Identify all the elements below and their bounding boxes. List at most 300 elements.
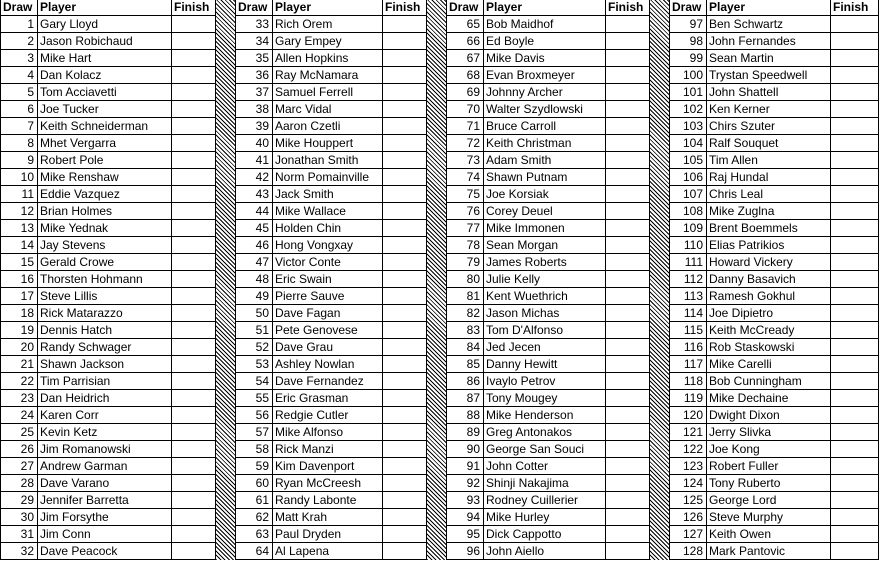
draw-number-cell: 86 [447, 373, 483, 390]
player-name-cell: Mike Hurley [484, 509, 605, 526]
finish-cell[interactable] [383, 356, 426, 373]
draw-column [446, 0, 483, 560]
finish-cell[interactable] [606, 475, 649, 492]
player-column [272, 0, 382, 560]
finish-cell[interactable] [606, 407, 649, 424]
finish-cell[interactable] [606, 16, 649, 33]
finish-cell[interactable] [831, 254, 878, 271]
finish-cell[interactable] [172, 33, 215, 50]
finish-cell[interactable] [831, 169, 878, 186]
draw-number-cell: 33 [236, 16, 272, 33]
player-name-cell: Jason Robichaud [38, 33, 171, 50]
finish-cell[interactable] [831, 509, 878, 526]
player-name-cell: Eric Swain [273, 271, 382, 288]
draw-number-cell: 113 [670, 288, 706, 305]
player-name-cell: Steve Lillis [38, 288, 171, 305]
draw-number-cell: 76 [447, 203, 483, 220]
finish-cell[interactable] [831, 135, 878, 152]
finish-cell[interactable] [831, 475, 878, 492]
draw-number-cell: 44 [236, 203, 272, 220]
draw-number-cell: 66 [447, 33, 483, 50]
finish-cell[interactable] [606, 441, 649, 458]
draw-number-cell: 41 [236, 152, 272, 169]
finish-cell[interactable] [383, 237, 426, 254]
draw-number-cell: 40 [236, 135, 272, 152]
draw-number-cell: 47 [236, 254, 272, 271]
finish-cell[interactable] [606, 373, 649, 390]
finish-cell[interactable] [383, 118, 426, 135]
finish-cell[interactable] [172, 220, 215, 237]
player-name-cell: Randy Schwager [38, 339, 171, 356]
finish-cell[interactable] [831, 339, 878, 356]
draw-number-cell: 23 [1, 390, 37, 407]
player-name-cell: Gerald Crowe [38, 254, 171, 271]
finish-cell[interactable] [831, 390, 878, 407]
finish-cell[interactable] [606, 492, 649, 509]
player-name-cell: Dennis Hatch [38, 322, 171, 339]
finish-cell[interactable] [172, 373, 215, 390]
finish-cell[interactable] [606, 339, 649, 356]
finish-cell[interactable] [383, 220, 426, 237]
draw-column [0, 0, 37, 560]
finish-cell[interactable] [606, 288, 649, 305]
finish-cell[interactable] [606, 152, 649, 169]
player-name-cell: Marc Vidal [273, 101, 382, 118]
draw-number-cell: 72 [447, 135, 483, 152]
finish-cell[interactable] [831, 492, 878, 509]
finish-cell[interactable] [606, 237, 649, 254]
player-name-cell: Mike Alfonso [273, 424, 382, 441]
player-name-cell: Chirs Szuter [707, 118, 830, 135]
finish-cell[interactable] [383, 458, 426, 475]
finish-cell[interactable] [172, 424, 215, 441]
player-name-cell: Kevin Ketz [38, 424, 171, 441]
finish-cell[interactable] [172, 322, 215, 339]
finish-cell[interactable] [606, 67, 649, 84]
finish-cell[interactable] [831, 305, 878, 322]
finish-cell[interactable] [606, 526, 649, 543]
player-name-cell: Rob Staskowski [707, 339, 830, 356]
finish-cell[interactable] [172, 526, 215, 543]
finish-cell[interactable] [172, 509, 215, 526]
draw-number-cell: 118 [670, 373, 706, 390]
player-column [483, 0, 605, 560]
draw-number-cell: 109 [670, 220, 706, 237]
player-name-cell: Hong Vongxay [273, 237, 382, 254]
player-name-cell: Mike Hart [38, 50, 171, 67]
finish-cell[interactable] [606, 50, 649, 67]
player-name-cell: Eric Grasman [273, 390, 382, 407]
draw-block-2 [235, 0, 426, 560]
draw-number-cell: 88 [447, 407, 483, 424]
finish-cell[interactable] [606, 543, 649, 560]
draw-header: Draw [670, 0, 706, 16]
player-name-cell: Dan Heidrich [38, 390, 171, 407]
player-name-cell: Pierre Sauve [273, 288, 382, 305]
finish-cell[interactable] [606, 305, 649, 322]
finish-column [605, 0, 649, 560]
draw-number-cell: 50 [236, 305, 272, 322]
draw-number-cell: 70 [447, 101, 483, 118]
finish-cell[interactable] [172, 135, 215, 152]
finish-cell[interactable] [172, 441, 215, 458]
finish-cell[interactable] [172, 169, 215, 186]
draw-number-cell: 59 [236, 458, 272, 475]
finish-cell[interactable] [831, 186, 878, 203]
finish-cell[interactable] [383, 509, 426, 526]
draw-number-cell: 57 [236, 424, 272, 441]
draw-number-cell: 34 [236, 33, 272, 50]
finish-cell[interactable] [606, 101, 649, 118]
draw-number-cell: 79 [447, 254, 483, 271]
player-name-cell: Ken Kerner [707, 101, 830, 118]
finish-cell[interactable] [172, 186, 215, 203]
draw-number-cell: 61 [236, 492, 272, 509]
finish-cell[interactable] [383, 475, 426, 492]
draw-number-cell: 17 [1, 288, 37, 305]
player-name-cell: Steve Murphy [707, 509, 830, 526]
finish-cell[interactable] [831, 441, 878, 458]
player-name-cell: Karen Corr [38, 407, 171, 424]
draw-number-cell: 64 [236, 543, 272, 560]
finish-cell[interactable] [831, 203, 878, 220]
finish-cell[interactable] [172, 271, 215, 288]
finish-cell[interactable] [172, 84, 215, 101]
finish-cell[interactable] [831, 288, 878, 305]
player-name-cell: Evan Broxmeyer [484, 67, 605, 84]
finish-cell[interactable] [172, 356, 215, 373]
player-name-cell: Mhet Vergarra [38, 135, 171, 152]
finish-cell[interactable] [606, 322, 649, 339]
finish-cell[interactable] [831, 50, 878, 67]
draw-number-cell: 3 [1, 50, 37, 67]
finish-cell[interactable] [606, 169, 649, 186]
finish-cell[interactable] [172, 118, 215, 135]
finish-cell[interactable] [383, 169, 426, 186]
finish-cell[interactable] [172, 203, 215, 220]
player-name-cell: Brian Holmes [38, 203, 171, 220]
draw-number-cell: 127 [670, 526, 706, 543]
finish-cell[interactable] [172, 152, 215, 169]
player-name-cell: Joe Dipietro [707, 305, 830, 322]
draw-number-cell: 60 [236, 475, 272, 492]
finish-cell[interactable] [831, 67, 878, 84]
player-name-cell: Aaron Czetli [273, 118, 382, 135]
draw-block-4 [669, 0, 879, 560]
draw-number-cell: 53 [236, 356, 272, 373]
draw-number-cell: 65 [447, 16, 483, 33]
player-name-cell: Mark Pantovic [707, 543, 830, 560]
finish-cell[interactable] [383, 67, 426, 84]
player-name-cell: John Cotter [484, 458, 605, 475]
finish-cell[interactable] [383, 407, 426, 424]
finish-cell[interactable] [831, 220, 878, 237]
finish-cell[interactable] [172, 458, 215, 475]
draw-number-cell: 91 [447, 458, 483, 475]
draw-number-cell: 77 [447, 220, 483, 237]
finish-cell[interactable] [606, 271, 649, 288]
player-name-cell: Howard Vickery [707, 254, 830, 271]
draw-number-cell: 117 [670, 356, 706, 373]
draw-number-cell: 21 [1, 356, 37, 373]
draw-number-cell: 46 [236, 237, 272, 254]
player-name-cell: Greg Antonakos [484, 424, 605, 441]
finish-cell[interactable] [383, 526, 426, 543]
draw-column [235, 0, 272, 560]
draw-number-cell: 116 [670, 339, 706, 356]
player-name-cell: Jim Conn [38, 526, 171, 543]
finish-cell[interactable] [831, 16, 878, 33]
player-header: Player [38, 0, 171, 16]
finish-cell[interactable] [172, 288, 215, 305]
player-name-cell: Mike Henderson [484, 407, 605, 424]
draw-number-cell: 58 [236, 441, 272, 458]
draw-number-cell: 39 [236, 118, 272, 135]
player-name-cell: Ramesh Gokhul [707, 288, 830, 305]
finish-cell[interactable] [383, 305, 426, 322]
finish-cell[interactable] [606, 186, 649, 203]
draw-number-cell: 16 [1, 271, 37, 288]
finish-cell[interactable] [383, 543, 426, 560]
draw-number-cell: 51 [236, 322, 272, 339]
player-column [706, 0, 830, 560]
player-name-cell: Kent Wuethrich [484, 288, 605, 305]
draw-number-cell: 95 [447, 526, 483, 543]
finish-cell[interactable] [383, 50, 426, 67]
finish-cell[interactable] [383, 152, 426, 169]
draw-number-cell: 101 [670, 84, 706, 101]
draw-number-cell: 35 [236, 50, 272, 67]
player-name-cell: George Lord [707, 492, 830, 509]
finish-cell[interactable] [172, 101, 215, 118]
player-name-cell: Rich Orem [273, 16, 382, 33]
player-name-cell: Jonathan Smith [273, 152, 382, 169]
finish-cell[interactable] [383, 271, 426, 288]
player-name-cell: Bruce Carroll [484, 118, 605, 135]
draw-number-cell: 111 [670, 254, 706, 271]
finish-cell[interactable] [383, 424, 426, 441]
draw-number-cell: 8 [1, 135, 37, 152]
finish-cell[interactable] [383, 492, 426, 509]
draw-column [669, 0, 706, 560]
draw-number-cell: 56 [236, 407, 272, 424]
draw-number-cell: 119 [670, 390, 706, 407]
draw-number-cell: 14 [1, 237, 37, 254]
finish-cell[interactable] [383, 254, 426, 271]
draw-number-cell: 2 [1, 33, 37, 50]
player-name-cell: Joe Tucker [38, 101, 171, 118]
draw-header: Draw [447, 0, 483, 16]
draw-number-cell: 120 [670, 407, 706, 424]
player-name-cell: Mike Yednak [38, 220, 171, 237]
hatched-separator [649, 0, 669, 560]
draw-number-cell: 15 [1, 254, 37, 271]
player-name-cell: Jim Forsythe [38, 509, 171, 526]
player-name-cell: Paul Dryden [273, 526, 382, 543]
player-name-cell: Brent Boemmels [707, 220, 830, 237]
draw-number-cell: 12 [1, 203, 37, 220]
finish-cell[interactable] [383, 203, 426, 220]
draw-number-cell: 24 [1, 407, 37, 424]
finish-cell[interactable] [172, 16, 215, 33]
player-name-cell: Mike Carelli [707, 356, 830, 373]
draw-number-cell: 25 [1, 424, 37, 441]
draw-number-cell: 32 [1, 543, 37, 560]
finish-cell[interactable] [606, 254, 649, 271]
finish-cell[interactable] [606, 84, 649, 101]
draw-number-cell: 13 [1, 220, 37, 237]
player-name-cell: Mike Houppert [273, 135, 382, 152]
player-name-cell: Jason Michas [484, 305, 605, 322]
player-name-cell: Sean Martin [707, 50, 830, 67]
player-name-cell: Tony Ruberto [707, 475, 830, 492]
player-name-cell: Mike Davis [484, 50, 605, 67]
draw-number-cell: 94 [447, 509, 483, 526]
finish-cell[interactable] [606, 203, 649, 220]
finish-cell[interactable] [383, 288, 426, 305]
finish-cell[interactable] [383, 186, 426, 203]
draw-number-cell: 43 [236, 186, 272, 203]
finish-cell[interactable] [606, 118, 649, 135]
player-name-cell: Danny Basavich [707, 271, 830, 288]
draw-number-cell: 90 [447, 441, 483, 458]
draw-number-cell: 6 [1, 101, 37, 118]
finish-cell[interactable] [383, 101, 426, 118]
player-name-cell: Ralf Souquet [707, 135, 830, 152]
draw-number-cell: 7 [1, 118, 37, 135]
finish-cell[interactable] [831, 356, 878, 373]
finish-cell[interactable] [831, 101, 878, 118]
finish-cell[interactable] [606, 509, 649, 526]
player-name-cell: Jennifer Barretta [38, 492, 171, 509]
player-name-cell: Keith Schneiderman [38, 118, 171, 135]
finish-cell[interactable] [172, 237, 215, 254]
player-name-cell: Jim Romanowski [38, 441, 171, 458]
finish-cell[interactable] [831, 424, 878, 441]
player-name-cell: Shinji Nakajima [484, 475, 605, 492]
finish-cell[interactable] [172, 390, 215, 407]
player-name-cell: Bob Maidhof [484, 16, 605, 33]
finish-cell[interactable] [172, 339, 215, 356]
draw-number-cell: 124 [670, 475, 706, 492]
player-name-cell: Jed Jecen [484, 339, 605, 356]
draw-number-cell: 99 [670, 50, 706, 67]
finish-cell[interactable] [831, 84, 878, 101]
player-name-cell: Norm Pomainville [273, 169, 382, 186]
finish-cell[interactable] [606, 220, 649, 237]
draw-number-cell: 36 [236, 67, 272, 84]
player-name-cell: Dwight Dixon [707, 407, 830, 424]
finish-cell[interactable] [383, 322, 426, 339]
player-name-cell: Ray McNamara [273, 67, 382, 84]
finish-cell[interactable] [606, 356, 649, 373]
player-name-cell: Mike Zuglna [707, 203, 830, 220]
finish-cell[interactable] [831, 271, 878, 288]
draw-number-cell: 73 [447, 152, 483, 169]
player-name-cell: Dave Fernandez [273, 373, 382, 390]
draw-header: Draw [1, 0, 37, 16]
finish-cell[interactable] [606, 390, 649, 407]
player-name-cell: Rodney Cuillerier [484, 492, 605, 509]
player-name-cell: Al Lapena [273, 543, 382, 560]
draw-number-cell: 9 [1, 152, 37, 169]
finish-cell[interactable] [831, 458, 878, 475]
draw-number-cell: 20 [1, 339, 37, 356]
draw-number-cell: 74 [447, 169, 483, 186]
player-header: Player [707, 0, 830, 16]
player-name-cell: Ashley Nowlan [273, 356, 382, 373]
player-name-cell: Trystan Speedwell [707, 67, 830, 84]
player-name-cell: Walter Szydlowski [484, 101, 605, 118]
player-name-cell: Rick Matarazzo [38, 305, 171, 322]
hatched-separator [215, 0, 235, 560]
finish-column [171, 0, 215, 560]
finish-header: Finish [172, 0, 215, 16]
draw-number-cell: 54 [236, 373, 272, 390]
finish-cell[interactable] [172, 543, 215, 560]
player-column [37, 0, 171, 560]
finish-cell[interactable] [172, 67, 215, 84]
finish-cell[interactable] [172, 407, 215, 424]
draw-number-cell: 92 [447, 475, 483, 492]
player-name-cell: Shawn Jackson [38, 356, 171, 373]
finish-cell[interactable] [831, 33, 878, 50]
finish-cell[interactable] [606, 33, 649, 50]
finish-cell[interactable] [606, 424, 649, 441]
finish-cell[interactable] [383, 441, 426, 458]
player-name-cell: Mike Immonen [484, 220, 605, 237]
finish-cell[interactable] [606, 458, 649, 475]
finish-cell[interactable] [383, 373, 426, 390]
draw-number-cell: 5 [1, 84, 37, 101]
player-name-cell: Keith Owen [707, 526, 830, 543]
player-name-cell: Tim Allen [707, 152, 830, 169]
player-name-cell: Sean Morgan [484, 237, 605, 254]
draw-number-cell: 49 [236, 288, 272, 305]
player-name-cell: James Roberts [484, 254, 605, 271]
finish-cell[interactable] [831, 118, 878, 135]
finish-cell[interactable] [383, 84, 426, 101]
finish-cell[interactable] [172, 254, 215, 271]
finish-cell[interactable] [831, 543, 878, 560]
draw-number-cell: 19 [1, 322, 37, 339]
finish-cell[interactable] [831, 526, 878, 543]
finish-cell[interactable] [831, 407, 878, 424]
finish-cell[interactable] [606, 135, 649, 152]
finish-cell[interactable] [831, 322, 878, 339]
draw-number-cell: 26 [1, 441, 37, 458]
finish-cell[interactable] [383, 16, 426, 33]
draw-number-cell: 123 [670, 458, 706, 475]
finish-cell[interactable] [172, 305, 215, 322]
finish-cell[interactable] [383, 33, 426, 50]
draw-number-cell: 75 [447, 186, 483, 203]
finish-cell[interactable] [172, 492, 215, 509]
draw-block-3 [446, 0, 649, 560]
finish-cell[interactable] [172, 50, 215, 67]
finish-cell[interactable] [172, 475, 215, 492]
draw-number-cell: 98 [670, 33, 706, 50]
draw-number-cell: 107 [670, 186, 706, 203]
finish-cell[interactable] [831, 373, 878, 390]
finish-cell[interactable] [383, 135, 426, 152]
finish-cell[interactable] [831, 152, 878, 169]
player-name-cell: John Shattell [707, 84, 830, 101]
finish-cell[interactable] [383, 339, 426, 356]
player-header: Player [484, 0, 605, 16]
finish-cell[interactable] [383, 390, 426, 407]
finish-cell[interactable] [831, 237, 878, 254]
